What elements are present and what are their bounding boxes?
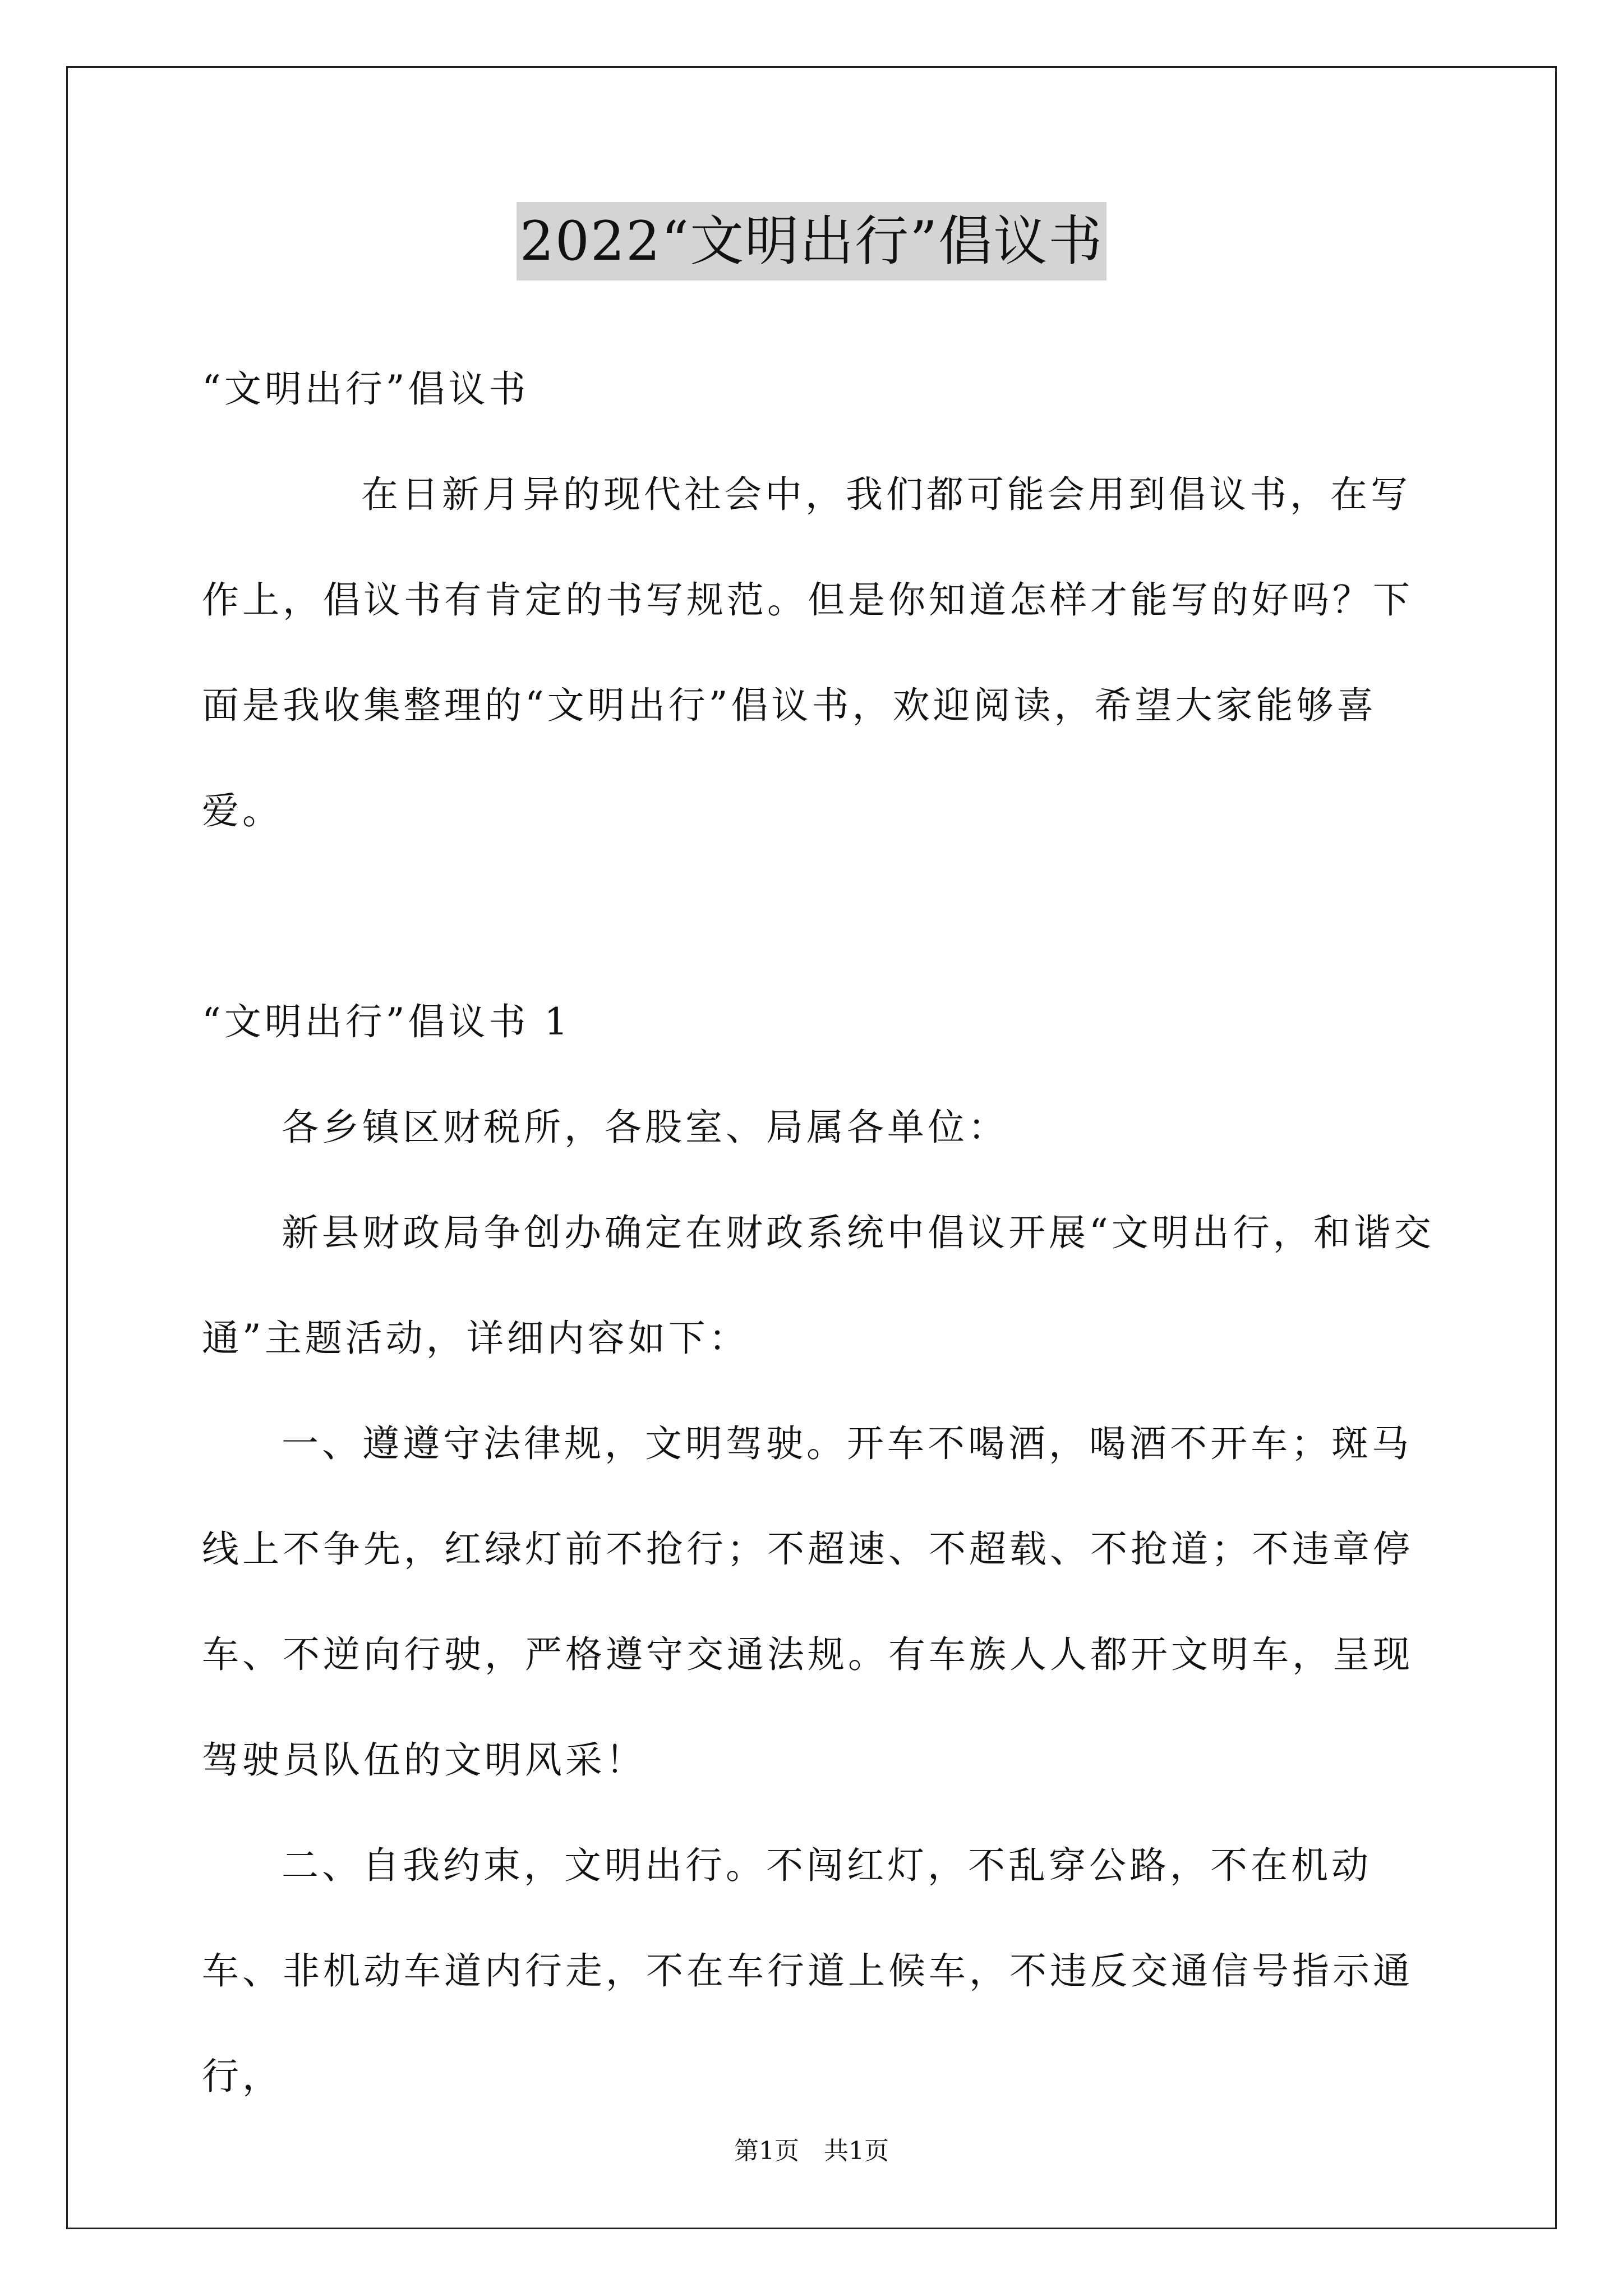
body-paragraph: 二、自我约束，文明出行。不闯红灯，不乱穿公路，不在机动车、非机动车道内行走，不在车行道上候车，不违反交通信号指示通行， xyxy=(202,1844,1413,2098)
body-paragraph: 一、遵遵守法律规，文明驾驶。开车不喝酒，喝酒不开车；斑马线上不争先，红绿灯前不抢行；不超速、不超载、不抢道；不违章停车、不逆向行驶，严格遵守交通法规。有车族人人都开文明车，呈现驾驶员队伍的文明风采！ xyxy=(202,1422,1413,1782)
page-footer: 第1页 共1页 xyxy=(734,2137,889,2165)
body-paragraph: 新县财政局争创办确定在财政系统中倡议开展“文明出行，和谐交通”主题活动，详细内容如下： xyxy=(202,1211,1435,1360)
document-title: 2022“文明出行”倡议书 xyxy=(517,202,1106,280)
section-heading: “文明出行”倡议书 1 xyxy=(202,1000,571,1043)
spacer xyxy=(202,864,1444,969)
subtitle: “文明出行”倡议书 xyxy=(202,367,529,411)
title-container xyxy=(0,202,1623,280)
intro-paragraph: 在日新月异的现代社会中，我们都可能会用到倡议书，在写作上，倡议书有肯定的书写规范。但是你知道怎样才能写的好吗？下面是我收集整理的“文明出行”倡议书，欢迎阅读，希望大家能够喜爱。 xyxy=(202,473,1413,832)
salutation: 各乡镇区财税所，各股室、局属各单位： xyxy=(282,1106,1008,1149)
document-body xyxy=(202,337,1444,2129)
